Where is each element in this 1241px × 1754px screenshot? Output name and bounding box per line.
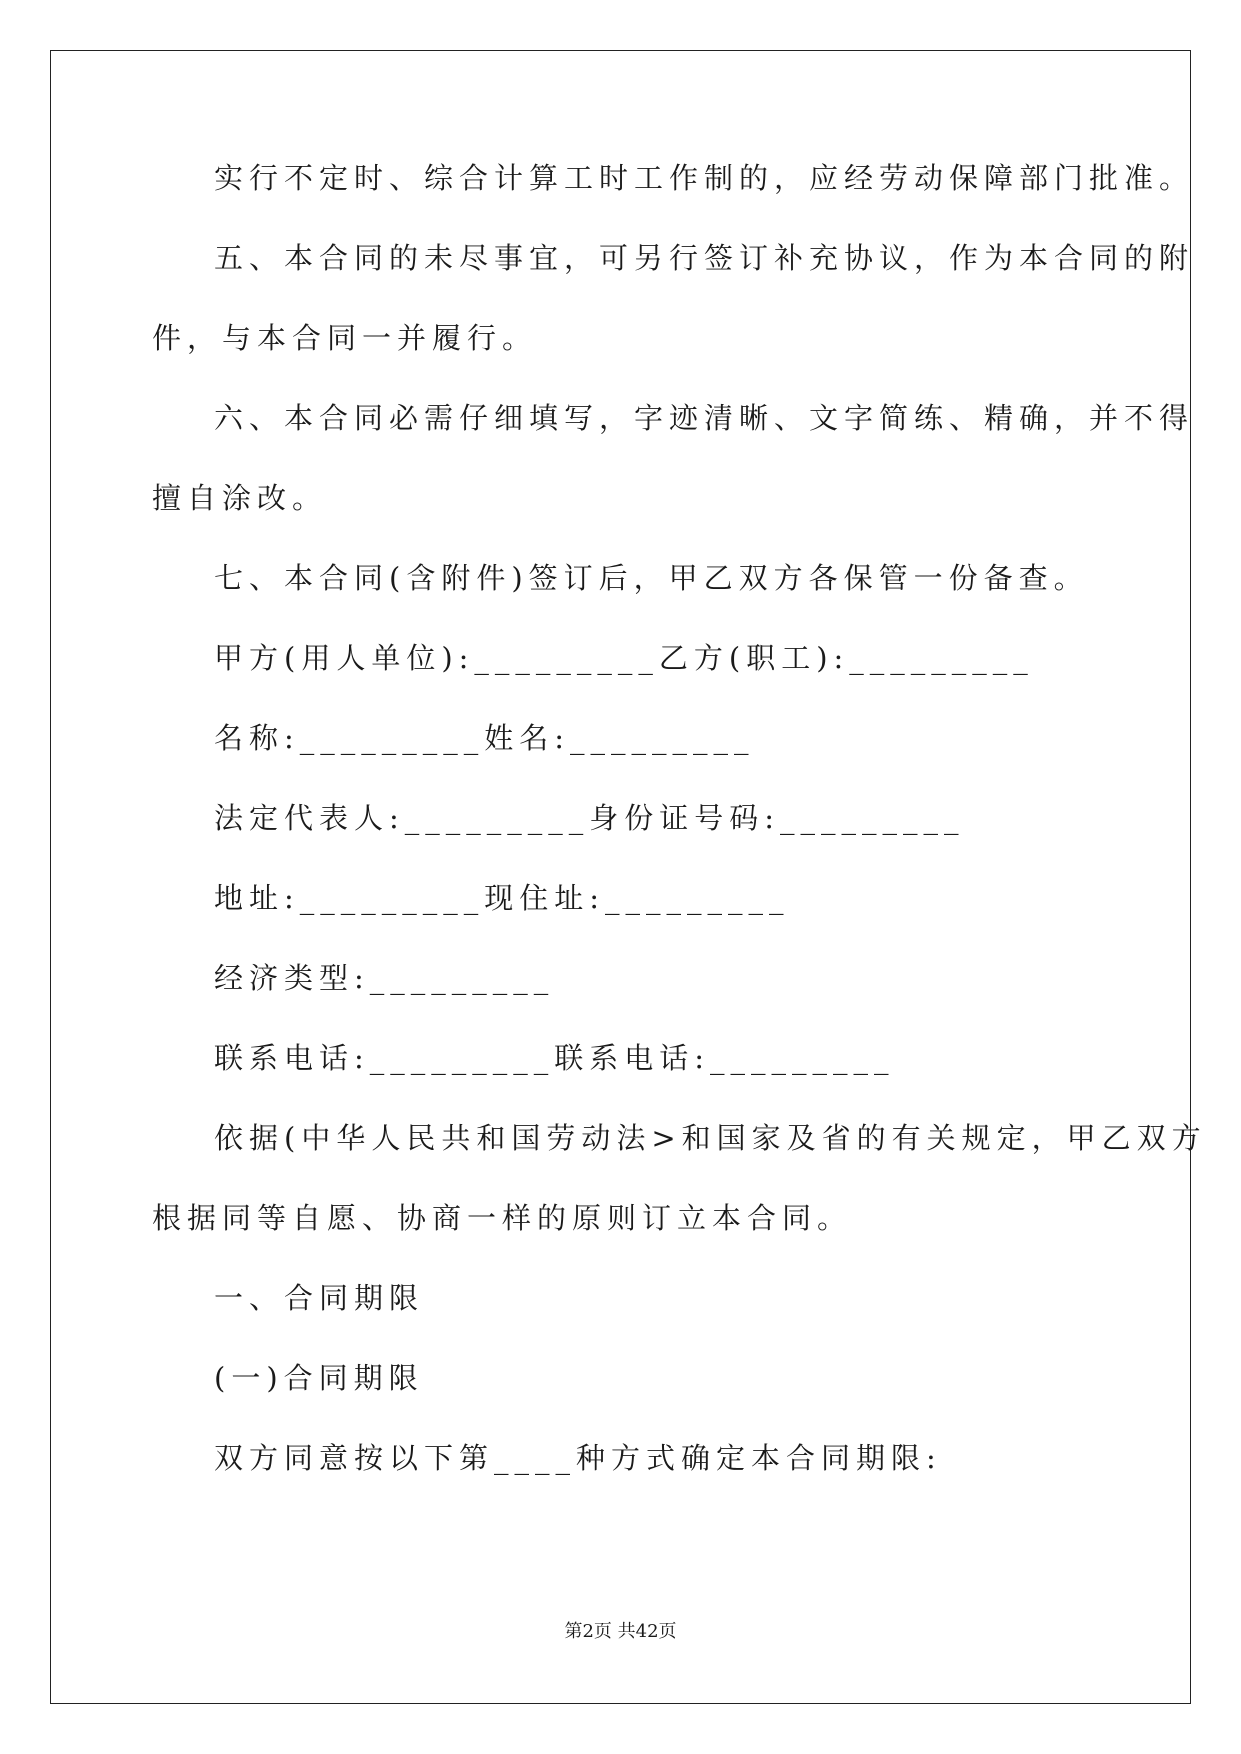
text-line: 依据(中华人民共和国劳动法>和国家及省的有关规定，甲乙双方 bbox=[214, 1121, 1207, 1155]
signature-field-line: 地址:_________现住址:_________ bbox=[214, 881, 790, 915]
document-body bbox=[152, 160, 1207, 1520]
page-number: 第2页 共42页 bbox=[564, 1621, 677, 1642]
section-heading: 一、合同期限 bbox=[214, 1281, 425, 1315]
signature-field-line: 经济类型:_________ bbox=[214, 961, 555, 995]
signature-field-line: 联系电话:_________联系电话:_________ bbox=[214, 1041, 895, 1075]
text-line: 件，与本合同一并履行。 bbox=[152, 321, 538, 355]
signature-field-line: 法定代表人:_________身份证号码:_________ bbox=[214, 801, 965, 835]
text-line: 擅自涂改。 bbox=[152, 481, 328, 515]
text-line: 七、本合同(含附件)签订后，甲乙双方各保管一份备查。 bbox=[214, 561, 1089, 595]
signature-field-line: 名称:_________姓名:_________ bbox=[214, 721, 755, 755]
text-line: 根据同等自愿、协商一样的原则订立本合同。 bbox=[152, 1201, 853, 1235]
text-line: 五、本合同的未尽事宜，可另行签订补充协议，作为本合同的附 bbox=[214, 241, 1195, 275]
text-line: 双方同意按以下第____种方式确定本合同期限: bbox=[214, 1441, 942, 1475]
text-line: 实行不定时、综合计算工时工作制的，应经劳动保障部门批准。 bbox=[214, 161, 1195, 195]
text-line: 六、本合同必需仔细填写，字迹清晰、文字简练、精确，并不得 bbox=[214, 401, 1195, 435]
signature-field-line: 甲方(用人单位):_________乙方(职工):_________ bbox=[214, 641, 1034, 675]
subsection-heading: (一)合同期限 bbox=[214, 1361, 424, 1395]
